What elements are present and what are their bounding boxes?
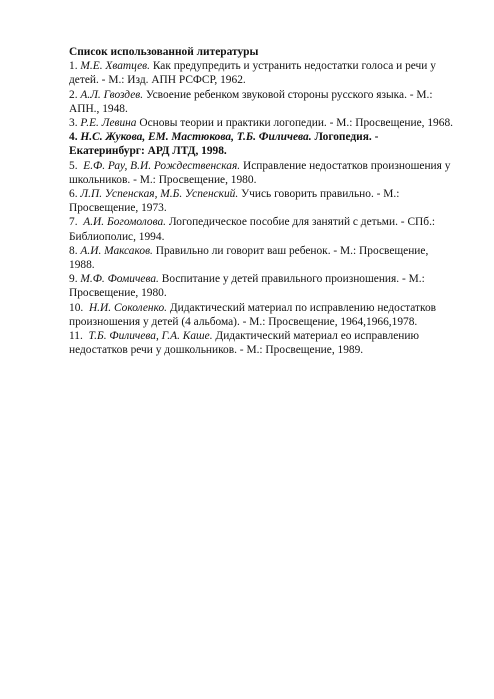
list-item xyxy=(69,272,454,300)
entry-number: 10. xyxy=(69,301,84,314)
list-item xyxy=(69,130,454,158)
entry-author: А.И. Богомолова. xyxy=(83,216,166,229)
entry-author: Е.Ф. Рау, В.И. Рождественская. xyxy=(83,159,241,172)
entry-author: М.Е. Хватцев. xyxy=(80,60,150,73)
entry-number: 7. xyxy=(69,216,78,229)
entry-text: Как предупредить и устранить недостатки голоса и речи у детей. - М.: Изд. АПН РСФСР, 1962. xyxy=(69,60,436,87)
entry-number: 9. xyxy=(69,273,78,286)
list-item xyxy=(69,187,454,215)
entry-author: М.Ф. Фомичева. xyxy=(80,273,159,286)
list-item xyxy=(69,215,454,243)
entry-author: Л.П. Успенская, М.Б. Успенский. xyxy=(80,188,239,201)
entry-author: Р.Е. Левина xyxy=(80,117,137,130)
entry-author: Н.С. Жукова, ЕМ. Мастюкова, Т.Б. Филичева. xyxy=(80,131,312,144)
entry-text: Воспитание у детей правильного произношения. - М.: Просвещение, 1980. xyxy=(69,273,425,300)
entry-text: Логопедия. - Екатеринбург: АРД ЛТД, 1998. xyxy=(69,131,379,158)
entry-number: 3. xyxy=(69,117,78,130)
entry-author: А.И. Максаков. xyxy=(80,244,153,257)
entry-author: Т.Б. Филичева, Г.А. Каше. xyxy=(88,330,213,343)
entry-number: 5. xyxy=(69,159,78,172)
list-item xyxy=(69,244,454,272)
entry-text: Дидактический материал по исправлению недостатков произношения у детей (4 альбома). - М.: Просвещение, 1964,1966,1978. xyxy=(69,301,437,328)
list-item xyxy=(69,59,454,87)
list-item xyxy=(69,88,454,116)
entry-author: Н.И. Соколенко. xyxy=(88,301,168,314)
entry-text: Логопедическое пособие для занятий с детьми. - СПб.: Библиополис, 1994. xyxy=(69,216,436,243)
list-item xyxy=(69,329,454,357)
entry-author: А.Л. Гвоздев. xyxy=(80,88,144,101)
entry-text: Правильно ли говорит ваш ребенок. - М.: Просвещение, 1988. xyxy=(69,244,429,272)
page-title: Список использованной литературы xyxy=(69,46,259,58)
entry-number: 8. xyxy=(69,244,78,257)
entry-number: 2. xyxy=(69,88,78,101)
list-item xyxy=(69,159,454,187)
entry-text: Дидактический материал ео исправлению недостатков речи у дошкольников. - М.: Просвещение, 1989. xyxy=(69,330,419,357)
entry-text: Усвоение ребенком звуковой стороны русского языка. - М.: АПН., 1948. xyxy=(69,88,433,115)
entry-text: Учись говорить правильно. - М.: Просвещение, 1973. xyxy=(69,188,400,215)
entry-text: Исправление недостатков произношения у школьников. - М.: Просвещение, 1980. xyxy=(69,159,451,186)
list-item xyxy=(69,116,454,130)
entry-number: 11. xyxy=(69,330,83,343)
entry-number: 4. xyxy=(69,131,78,144)
bibliography xyxy=(69,45,454,357)
entry-text: Основы теории и практики логопедии. - М.: Просвещение, 1968. xyxy=(139,117,453,130)
entry-number: 1. xyxy=(69,60,78,73)
entry-number: 6. xyxy=(69,188,78,201)
list-item xyxy=(69,301,454,329)
